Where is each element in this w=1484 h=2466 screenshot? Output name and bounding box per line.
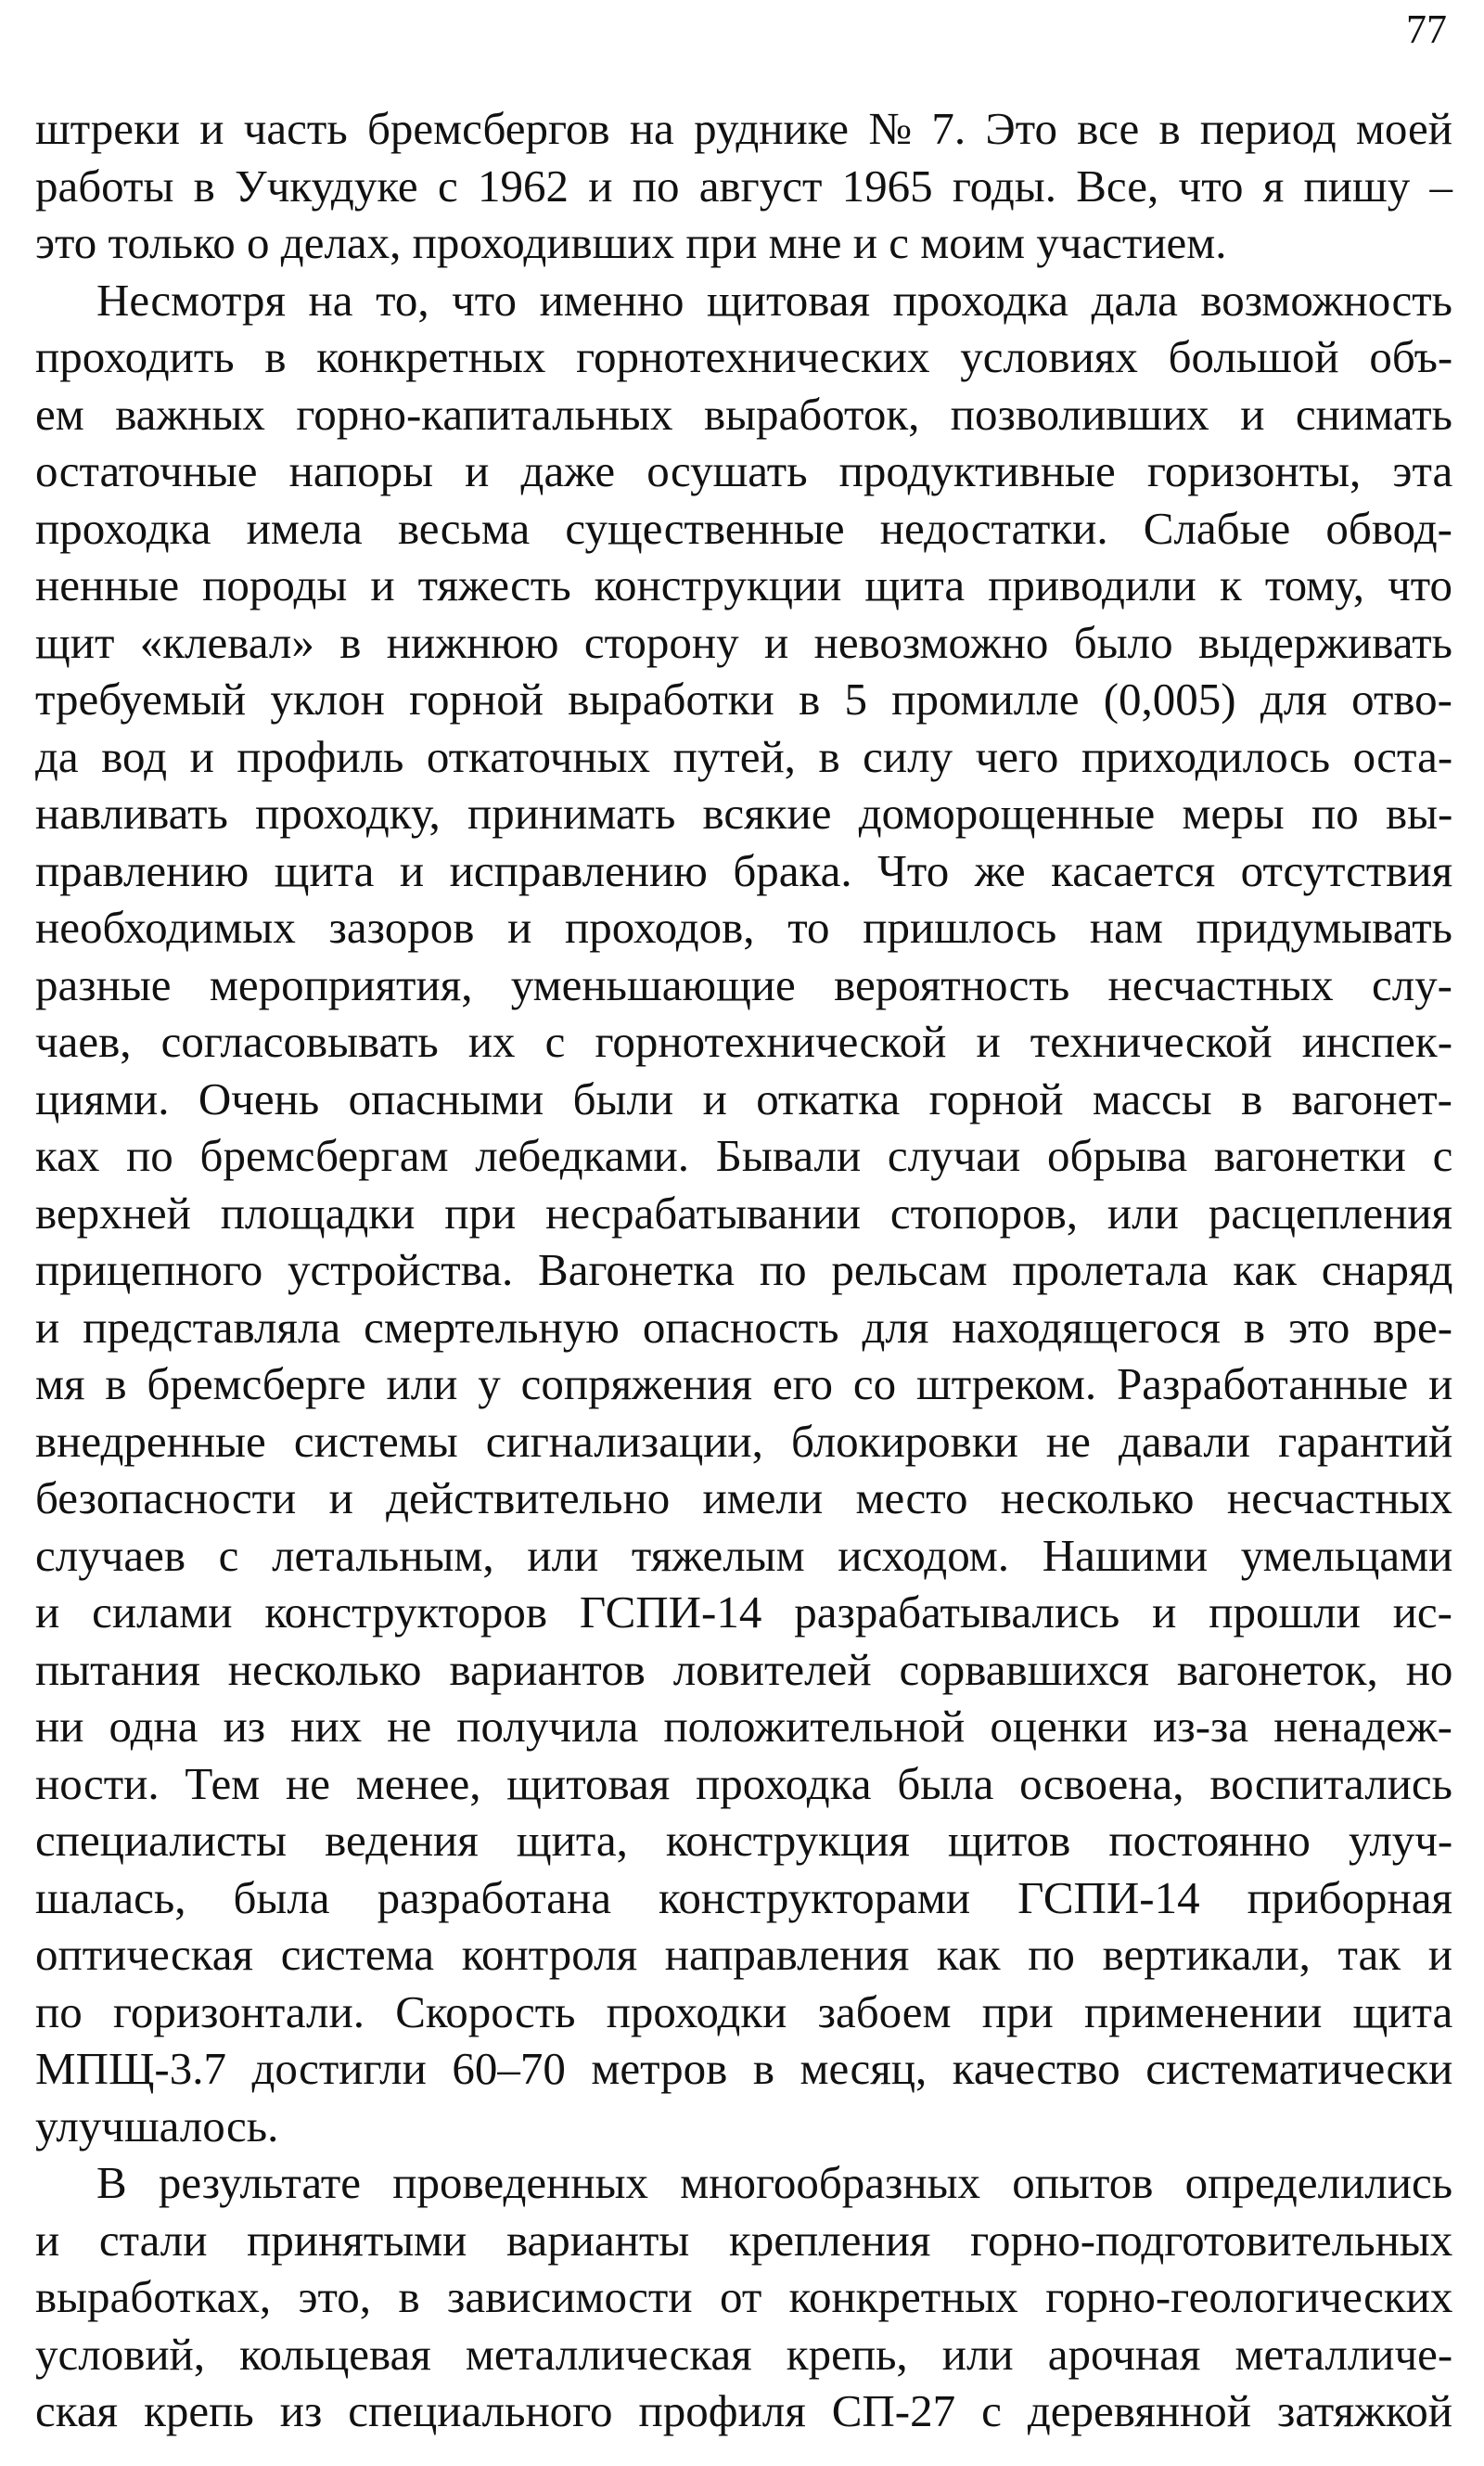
- text-line: навливать проходку, принимать всякие доморощенные меры по вы-: [35, 788, 1453, 839]
- text-line: ках по бремсбергам лебедками. Бывали случаи обрыва вагонетки с: [35, 1130, 1453, 1181]
- text-line: В результате проведенных многообразных опытов определились: [96, 2157, 1453, 2208]
- text-line: это только о делах, проходивших при мне и с моим участием.: [35, 217, 1227, 268]
- text-line: штреки и часть бремсбергов на руднике № 7. Это все в период моей: [35, 103, 1452, 154]
- text-line: чаев, согласовывать их с горнотехнической и технической инспек-: [35, 1016, 1453, 1067]
- text-line: шалась, была разработана конструкторами ГСПИ-14 приборная: [35, 1871, 1453, 1923]
- text-line: случаев с летальным, или тяжелым исходом. Нашими умельцами: [35, 1529, 1453, 1581]
- text-line: да вод и профиль откаточных путей, в силу чего приходилось оста-: [35, 730, 1453, 782]
- text-line: ем важных горно-капитальных выработок, позволивших и снимать: [35, 388, 1452, 440]
- text-line: мя в бремсберге или у сопряжения его со штреком. Разработанные и: [35, 1358, 1453, 1409]
- text-line: циями. Очень опасными были и откатка горной массы в вагонет-: [35, 1072, 1452, 1124]
- text-line: МПЩ-3.7 достигли 60–70 метров в месяц, качество систематически: [35, 2043, 1453, 2094]
- text-line: и представляла смертельную опасность для находящегося в это вре-: [35, 1301, 1453, 1353]
- text-line: правлению щита и исправлению брака. Что же касается отсутствия: [35, 844, 1453, 896]
- text-line: Несмотря на то, что именно щитовая проходка дала возможность: [96, 274, 1452, 326]
- text-line: ности. Тем не менее, щитовая проходка была освоена, воспитались: [35, 1757, 1452, 1809]
- text-line: специалисты ведения щита, конструкция щитов постоянно улуч-: [35, 1815, 1453, 1866]
- text-line: безопасности и действительно имели место несколько несчастных: [35, 1472, 1452, 1523]
- text-line: проходить в конкретных горнотехнических условиях большой объ-: [35, 331, 1453, 382]
- text-line: и силами конструкторов ГСПИ-14 разрабатывались и прошли ис-: [35, 1586, 1452, 1638]
- body-text: [35, 100, 1452, 2440]
- text-line: выработках, это, в зависимости от конкретных горно-геологических: [35, 2271, 1453, 2322]
- text-line: проходка имела весьма существенные недостатки. Слабые обвод-: [35, 502, 1452, 554]
- text-line: и стали принятыми варианты крепления горно-подготовительных: [35, 2214, 1453, 2266]
- text-line: прицепного устройства. Вагонетка по рельсам пролетала как снаряд: [35, 1244, 1453, 1295]
- text-line: остаточные напоры и даже осушать продуктивные горизонты, эта: [35, 445, 1453, 496]
- text-line: по горизонтали. Скорость проходки забоем при применении щита: [35, 1985, 1453, 2037]
- text-line: условий, кольцевая металлическая крепь, или арочная металличе-: [35, 2328, 1453, 2380]
- text-line: верхней площадки при несрабатывании стопоров, или расцепления: [35, 1187, 1453, 1239]
- text-line: оптическая система контроля направления как по вертикали, так и: [35, 1929, 1452, 1980]
- text-line: пытания несколько вариантов ловителей сорвавшихся вагонеток, но: [35, 1643, 1453, 1695]
- text-line: ненные породы и тяжесть конструкции щита приводили к тому, что: [35, 559, 1452, 610]
- text-line: ская крепь из специального профиля СП-27 с деревянной затяжкой: [35, 2385, 1453, 2436]
- text-line: работы в Учкудуке с 1962 и по август 1965 годы. Все, что я пишу –: [35, 160, 1452, 212]
- text-line: ни одна из них не получила положительной оценки из-за ненадеж-: [35, 1701, 1452, 1752]
- text-line: необходимых зазоров и проходов, то пришлось нам придумывать: [35, 902, 1452, 953]
- text-line: улучшалось.: [35, 2100, 279, 2151]
- text-line: требуемый уклон горной выработки в 5 промилле (0,005) для отво-: [35, 674, 1452, 725]
- text-line: внедренные системы сигнализации, блокировки не давали гарантий: [35, 1415, 1453, 1467]
- text-line: щит «клевал» в нижнюю сторону и невозможно было выдерживать: [35, 616, 1452, 668]
- text-line: разные мероприятия, уменьшающие вероятность несчастных слу-: [35, 958, 1452, 1010]
- page-number: 77: [1406, 6, 1447, 52]
